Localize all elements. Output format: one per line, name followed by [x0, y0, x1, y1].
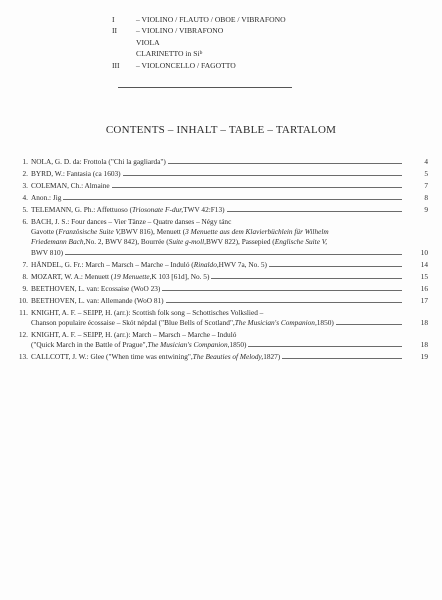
entry-number: 1. [22, 157, 28, 166]
entry-text: BEETHOVEN, L. van: Ecossaise (WoO 23) [31, 283, 161, 293]
entry-title [31, 283, 428, 294]
entry-text: 1850) [229, 340, 247, 350]
entry-text: BEETHOVEN, L. van: Allemande (WoO 81) [31, 295, 164, 305]
entry-title [31, 352, 428, 362]
contents-entry [10, 296, 430, 306]
entry-number: 3. [22, 181, 28, 190]
entry-title-line [31, 217, 404, 227]
entry-text: BYRD, W.: Fantasia (ca 1603) [31, 169, 121, 178]
dot-leader [336, 324, 402, 325]
entry-title-line [31, 330, 404, 340]
entry-title [31, 217, 428, 258]
entry-italic-text: Friedemann Bach, [31, 237, 86, 247]
entry-title-line [31, 296, 404, 306]
entry-title-line [31, 227, 404, 237]
entry-italic-text: Französische Suite V, [58, 227, 121, 237]
entry-number: 8. [22, 271, 28, 281]
contents-entry [10, 217, 430, 258]
entry-title-line [31, 248, 404, 258]
part-instruments: – VIOLINO / VIBRAFONO [136, 26, 224, 36]
entry-title-line [31, 308, 404, 318]
instrumentation-part-2 [112, 25, 286, 36]
entry-title-line [31, 318, 404, 328]
part-instruments: – VIOLINO / FLAUTO / OBOE / VIBRAFONO [136, 15, 286, 24]
dot-leader [166, 302, 402, 303]
part-numeral: II [112, 26, 118, 36]
entry-text: TWV 42:F13) [183, 205, 225, 214]
contents-heading: CONTENTS – INHALT – TABLE – TARTALOM [105, 124, 337, 136]
entry-title-line [31, 260, 404, 270]
instrumentation-part-2-viola: VIOLA [136, 37, 160, 47]
dot-leader [211, 278, 402, 279]
entry-italic-text: 3 Menuette aus dem Klavierbüchlein für Wilhelm [185, 227, 329, 237]
entry-page-number: 5 [424, 169, 428, 178]
entry-text: TELEMANN, G. Ph.: Affettuoso ( [31, 205, 133, 214]
entry-text: COLEMAN, Ch.: Almaine [31, 181, 110, 190]
contents-entry [10, 330, 430, 350]
entry-title [31, 307, 428, 328]
entry-italic-text: The Musician's Companion, [147, 340, 230, 350]
entry-page-number: 18 [420, 340, 428, 349]
entry-title-line [31, 340, 404, 350]
entry-text: Gavotte ( [31, 227, 59, 237]
part-instruments: – VIOLONCELLO / FAGOTTO [136, 60, 236, 70]
entry-italic-text: The Beauties of Melody, [192, 352, 264, 362]
entry-title [31, 205, 428, 215]
part-numeral: I [112, 15, 115, 24]
entry-number: 4. [22, 193, 28, 202]
contents-entry [10, 308, 430, 328]
contents-entry [10, 181, 430, 191]
part-numeral: III [112, 60, 120, 70]
dot-leader [162, 290, 402, 291]
entry-page-number: 8 [424, 193, 428, 202]
entry-page-number: 4 [424, 157, 428, 166]
contents-entry [10, 272, 430, 282]
flat-sign: b [199, 50, 203, 57]
entry-title [31, 329, 428, 350]
entry-text: KNIGHT, A. F. – SEIPP, H. (arr.): March – Marsch – Marche – Induló [31, 329, 237, 339]
entry-text: ("Quick March in the Battle of Prague", [31, 340, 148, 350]
entry-number: 5. [22, 205, 28, 214]
entry-number: 7. [22, 259, 28, 269]
entry-number: 11. [19, 307, 28, 317]
entry-text: Anon.: Jig [31, 193, 62, 202]
entry-text: 1850) [316, 317, 334, 327]
entry-page-number: 7 [424, 181, 428, 190]
contents-entry [10, 157, 430, 167]
entry-page-number: 14 [420, 259, 428, 269]
entry-italic-text: Englische Suite V, [274, 237, 328, 247]
entry-number: 9. [22, 283, 28, 293]
dot-leader [227, 211, 402, 212]
entry-text: MOZART, W. A.: Menuett ( [31, 271, 114, 281]
entry-page-number: 10 [420, 247, 428, 257]
entry-title-line [31, 193, 404, 203]
contents-entry [10, 205, 430, 215]
dot-leader [282, 358, 402, 359]
entry-italic-text: Rinaldo, [193, 259, 219, 269]
entry-text: HWV 7a, No. 5) [218, 259, 267, 269]
entry-italic-text: 19 Menuette, [113, 271, 152, 281]
entry-title-line [31, 169, 404, 179]
entry-number: 10. [18, 295, 28, 305]
entry-number: 2. [22, 169, 28, 178]
instrumentation-part-2-clarinet [112, 48, 286, 59]
entry-italic-text: Triosonate F-dur, [132, 205, 184, 214]
entry-page-number: 9 [424, 205, 428, 214]
entry-text: BACH, J. S.: Four dances – Vier Tänze – Quatre danses – Négy tánc [31, 217, 232, 226]
entry-title-line [31, 157, 404, 167]
entry-page-number: 19 [420, 352, 428, 362]
entry-title [31, 181, 428, 191]
entry-page-number: 17 [420, 295, 428, 305]
instrumentation-list [112, 14, 286, 71]
entry-title [31, 157, 428, 167]
entry-text: Chanson populaire écossaise – Skót népdal ("Blue Bells of Scotland", [31, 317, 235, 327]
entry-text: BWV 822), Passepied ( [205, 237, 275, 247]
dot-leader [123, 175, 402, 176]
entry-text: 1827) [263, 352, 281, 362]
entry-text: K 103 [61d], No. 5) [151, 271, 210, 281]
entry-title [31, 271, 428, 282]
entry-title-line [31, 205, 404, 215]
entry-title-line [31, 181, 404, 191]
entry-title-line [31, 352, 404, 362]
dot-leader [168, 163, 402, 164]
entry-page-number: 18 [420, 317, 428, 327]
entry-title [31, 259, 428, 270]
entry-title [31, 193, 428, 203]
entry-page-number: 16 [420, 283, 428, 293]
entry-text: NOLA, G. D. da: Frottola ("Chi la gagliarda") [31, 157, 166, 166]
entry-page-number: 15 [420, 271, 428, 281]
contents-entry [10, 193, 430, 203]
clarinet-label: CLARINETTO in Si [136, 49, 200, 59]
dot-leader [112, 187, 402, 188]
dot-leader [65, 254, 402, 255]
entry-text: BWV 816), Menuett ( [120, 227, 186, 237]
dot-leader [63, 199, 402, 200]
contents-entry [10, 169, 430, 179]
dot-leader [269, 266, 402, 267]
entry-title [31, 295, 428, 306]
entry-text: BWV 810) [31, 247, 64, 257]
contents-entry [10, 284, 430, 294]
entry-text: No. 2, BWV 842), Bourrée ( [85, 237, 169, 247]
entry-number: 13. [18, 352, 28, 362]
entry-text: CALLCOTT, J. W.: Glee ("When time was entwining", [31, 352, 193, 362]
entry-text: KNIGHT, A. F. – SEIPP, H. (arr.): Scottish folk song – Schottisches Volkslied – [31, 307, 264, 317]
contents-entry [10, 352, 430, 362]
divider-rule [118, 87, 292, 88]
entry-title-line [31, 272, 404, 282]
dot-leader [248, 346, 402, 347]
entry-italic-text: The Musician's Companion, [234, 317, 317, 327]
entry-title-line [31, 284, 404, 294]
entry-title [31, 169, 428, 179]
entry-number: 6. [22, 217, 28, 226]
contents-list [10, 157, 430, 364]
contents-entry [10, 260, 430, 270]
entry-number: 12. [18, 329, 28, 339]
entry-title-line [31, 237, 404, 247]
entry-text: HÄNDEL, G. Fr.: March – Marsch – Marche – Induló ( [31, 259, 194, 269]
entry-italic-text: Suite g-moll, [168, 237, 206, 247]
instrumentation-part-1 [112, 14, 286, 25]
instrumentation-part-3 [112, 60, 286, 71]
